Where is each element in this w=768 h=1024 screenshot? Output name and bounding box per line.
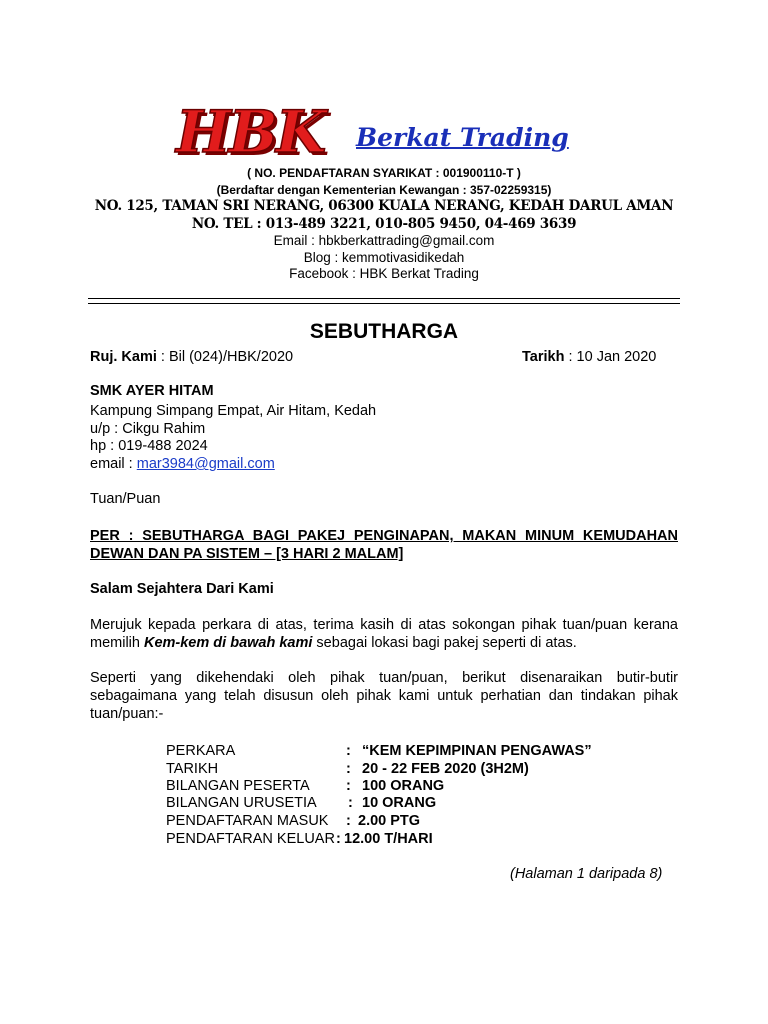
- detail-label: TARIKH: [166, 761, 219, 777]
- paragraph-reference: [90, 616, 678, 652]
- document-title: SEBUTHARGA: [309, 320, 459, 343]
- paragraph-reference-end: sebagai lokasi bagi pakej seperti di atas.: [312, 635, 577, 651]
- date-line: [522, 348, 656, 366]
- company-telephone: NO. TEL : 013-489 3221, 010-805 9450, 04-469 3639: [191, 216, 577, 232]
- logo-berkat-trading-text: Berkat Trading: [356, 123, 569, 152]
- paragraph-details-intro: Seperti yang dikehendaki oleh pihak tuan/puan, berikut disenaraikan butir-butir sebagaimana yang telah disusun oleh pihak kami untuk perhatian dan tindakan pihak tuan/puan:-: [90, 670, 678, 722]
- recipient-attention: u/p : Cikgu Rahim: [90, 421, 206, 437]
- ministry-registration: (Berdaftar dengan Kementerian Kewangan : 357-02259315): [216, 183, 552, 197]
- detail-label: BILANGAN PESERTA: [166, 778, 310, 794]
- detail-label: PENDAFTARAN MASUK: [166, 813, 329, 829]
- detail-value: 100 ORANG: [362, 778, 445, 794]
- detail-colon: :: [346, 813, 351, 829]
- detail-colon: :: [336, 831, 341, 847]
- detail-colon: :: [346, 778, 351, 794]
- detail-value: “KEM KEPIMPINAN PENGAWAS”: [362, 743, 592, 759]
- company-blog: Blog : kemmotivasidikedah: [303, 250, 465, 265]
- detail-value: 12.00 T/HARI: [344, 831, 433, 847]
- detail-label: PERKARA: [166, 743, 236, 759]
- detail-label: PENDAFTARAN KELUAR: [166, 831, 335, 847]
- recipient-email-label: email :: [90, 456, 137, 472]
- header-divider-bottom: [88, 303, 680, 304]
- salutation: Tuan/Puan: [90, 491, 161, 507]
- recipient-phone: hp : 019-488 2024: [90, 438, 208, 454]
- company-logo: [176, 100, 596, 164]
- recipient-email-line: [90, 455, 275, 473]
- paragraph-reference-emphasis: Kem-kem di bawah kami: [143, 635, 313, 651]
- recipient-email-link[interactable]: mar3984@gmail.com: [136, 456, 275, 472]
- header-divider-top: [88, 298, 680, 299]
- page-indicator: (Halaman 1 daripada 8): [510, 866, 663, 882]
- company-address: NO. 125, TAMAN SRI NERANG, 06300 KUALA NERANG, KEDAH DARUL AMAN: [94, 198, 674, 214]
- recipient-address: Kampung Simpang Empat, Air Hitam, Kedah: [90, 403, 377, 419]
- detail-value: 2.00 PTG: [358, 813, 421, 829]
- logo-hbk-text: HBK: [176, 98, 325, 166]
- detail-colon: :: [348, 795, 353, 811]
- subject-line: PER : SEBUTHARGA BAGI PAKEJ PENGINAPAN, MAKAN MINUM KEMUDAHAN DEWAN DAN PA SISTEM – [3 HARI 2 MALAM]: [90, 528, 678, 562]
- greeting: Salam Sejahtera Dari Kami: [90, 581, 274, 597]
- detail-colon: :: [346, 743, 351, 759]
- date-label: Tarikh: [522, 349, 565, 365]
- reference-label: Ruj. Kami: [90, 349, 157, 365]
- company-registration: ( NO. PENDAFTARAN SYARIKAT : 001900110-T ): [247, 166, 521, 180]
- detail-value: 10 ORANG: [362, 795, 437, 811]
- detail-value: 20 - 22 FEB 2020 (3H2M): [362, 761, 529, 777]
- paragraph-reference-start: Merujuk kepada perkara di atas, terima kasih di atas sokongan pihak tuan/puan kerana memilih: [90, 617, 678, 651]
- company-facebook: Facebook : HBK Berkat Trading: [289, 266, 479, 281]
- detail-colon: :: [346, 761, 351, 777]
- company-email: Email : hbkberkattrading@gmail.com: [273, 233, 495, 248]
- recipient-name: SMK AYER HITAM: [90, 383, 214, 399]
- reference-value: : Bil (024)/HBK/2020: [156, 349, 294, 365]
- date-value: : 10 Jan 2020: [564, 349, 657, 365]
- reference-line: [90, 348, 293, 366]
- detail-label: BILANGAN URUSETIA: [166, 795, 317, 811]
